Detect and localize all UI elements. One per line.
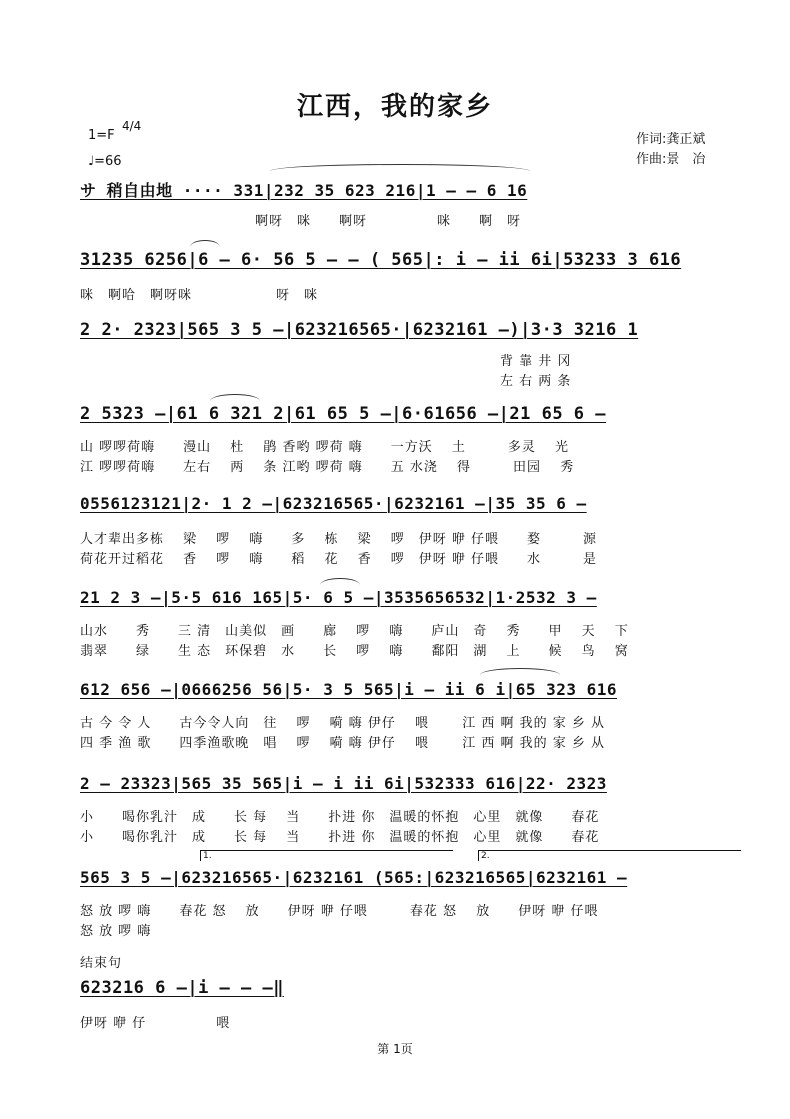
- lyric-line: 左 右 两 条: [80, 374, 572, 389]
- key-signature: 1=F: [88, 128, 115, 143]
- lyricist-credit: 作词:龚正斌: [636, 132, 706, 147]
- lyric-line: 伊呀 咿 仔 喂: [80, 1016, 231, 1031]
- tempo-marking: ♩=66: [88, 154, 122, 169]
- notation-line: 21 2 3 —|5·5 616 165|5· 6 5 —|3535656532|1·2532 3 —: [80, 588, 597, 607]
- lyric-line: 背 靠 井 冈: [80, 354, 572, 369]
- lyric-line: 咪 啊哈 啊呀咪 呀 咪: [80, 288, 319, 303]
- lyric-line: 怒 放 啰 嗨: [80, 924, 152, 939]
- composer-credit: 作曲:景 冶: [636, 152, 706, 167]
- page-number: 第 1页: [377, 1042, 413, 1056]
- lyric-line: 小 喝你乳汁 成 长 每 当 扑进 你 温暖的怀抱 心里 就像 春花: [80, 830, 600, 845]
- song-title: 江西，我的家乡: [296, 92, 493, 122]
- lyric-line: 荷花开过稻花 香 啰 嗨 稻 花 香 啰 伊呀 咿 仔喂 水 是: [80, 552, 598, 567]
- lyric-line: 人才辈出多栋 梁 啰 嗨 多 栋 梁 啰 伊呀 咿 仔喂 婺 源: [80, 532, 598, 547]
- time-signature: [122, 120, 141, 133]
- notation-line: 0556123121|2· 1 2 —|623216565·|6232161 —|35 35 6 —: [80, 494, 587, 513]
- lyric-line: 山 啰啰荷嗨 漫山 杜 鹃 香哟 啰荷 嗨 一方沃 土 多灵 光: [80, 440, 570, 455]
- lyric-line: 小 喝你乳汁 成 长 每 当 扑进 你 温暖的怀抱 心里 就像 春花: [80, 810, 600, 825]
- lyric-line: 四 季 渔 歌 四季渔歌晚 唱 啰 嗬 嗨 伊仔 喂 江 西 啊 我的 家 乡 从: [80, 736, 605, 751]
- second-ending-bracket: 2.: [478, 850, 741, 861]
- lyric-line: 怒 放 啰 嗨 春花 怒 放 伊呀 咿 仔喂 春花 怒 放 伊呀 咿 仔喂: [80, 904, 599, 919]
- notation-line: 2 — 23323|565 35 565|i — i ii 6i|532333 616|22· 2323: [80, 774, 607, 793]
- notation-line: 612 656 —|0666256 56|5· 3 5 565|i — ii 6 i|65 323 616: [80, 680, 618, 699]
- slur: [270, 164, 530, 171]
- lyric-line: 山水 秀 三 清 山美似 画 廊 啰 嗨 庐山 奇 秀 甲 天 下: [80, 624, 629, 639]
- notation-line: 623216 6 —|i — — —‖: [80, 978, 284, 998]
- first-ending-bracket: 1.: [200, 850, 453, 861]
- lyric-line: 翡翠 绿 生 态 环保碧 水 长 啰 嗨 鄱阳 湖 上 候 鸟 窝: [80, 644, 629, 659]
- lyric-line: 啊呀 咪 啊呀 咪 啊 呀: [255, 214, 522, 229]
- notation-line: 31235 6256|6 — 6· 56 5 — — ( 565|: i — ii 6i|53233 3 616: [80, 250, 682, 270]
- ending-label: 结束句: [80, 956, 123, 971]
- notation-line: 565 3 5 —|623216565·|6232161 (565:|623216565|6232161 —: [80, 868, 628, 887]
- lyric-line: 古 今 令 人 古今令人向 往 啰 嗬 嗨 伊仔 喂 江 西 啊 我的 家 乡 从: [80, 716, 605, 731]
- slur: [210, 394, 260, 401]
- slur: [480, 668, 560, 675]
- notation-line: 2 2· 2323|565 3 5 —|623216565·|6232161 —)|3·3 3216 1: [80, 320, 639, 340]
- slur: [320, 578, 360, 585]
- slur: [190, 240, 220, 247]
- time-signature-text: 4/4: [122, 119, 142, 133]
- lyric-line: 江 啰啰荷嗨 左右 两 条 江哟 啰荷 嗨 五 水浇 得 田园 秀: [80, 460, 575, 475]
- notation-line: 2 5323 —|61 6 321 2|61 65 5 —|6·61656 —|21 65 6 —: [80, 404, 607, 424]
- notation-line: サ 稍自由地 ···· 331|232 35 623 216|1 — — 6 16: [80, 181, 528, 200]
